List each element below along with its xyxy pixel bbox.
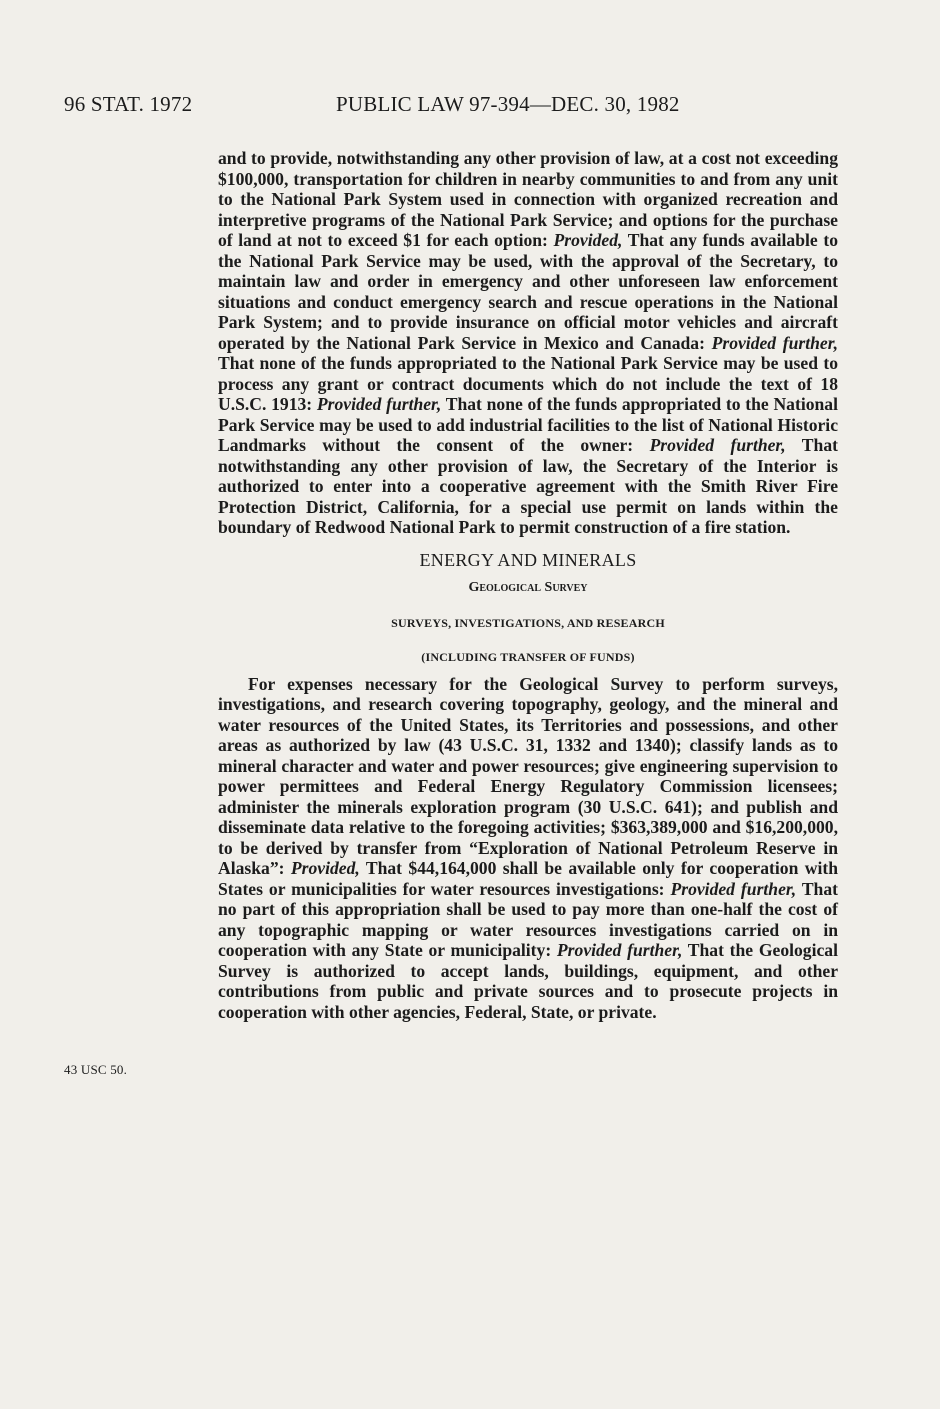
italic-proviso: Provided further, [316, 394, 442, 414]
document-body [218, 148, 838, 1022]
geological-survey-paragraph [218, 674, 838, 1023]
text-run: That the Geological Survey is authorized to accept lands, buildings, equipment, and other contributions from public and private sources and to prosecute projects in cooperation with other agencies, Federal, State, or private. [218, 940, 838, 1022]
text-run: That $44,164,000 shall be available only for cooperation with States or municipalities for water resources investigations: [218, 858, 838, 899]
text-run: and to provide, notwithstanding any other provision of law, at a cost not exceeding $100,000, transportation for children in nearby communities to and from any unit to the National Park System used in connection with organized recreation and interpretive programs of the National Park Service; and options for the purchase of land at not to exceed $1 for each option: [218, 148, 838, 250]
text-run: That none of the funds appropriated to the National Park Service may be used to process any grant or contract documents which do not include the text of 18 U.S.C. 1913: [218, 353, 838, 414]
text-run: That notwithstanding any other provision of law, the Secretary of the Interior is authorized to enter into a cooperative agreement with the Smith River Fire Protection District, California, for a special use permit on lands within the boundary of Redwood National Park to permit construction of a fire station. [218, 435, 838, 537]
subheading-transfer: (INCLUDING TRANSFER OF FUNDS) [421, 650, 635, 664]
margin-citation: 43 USC 50. [64, 1062, 128, 1077]
section-heading-energy: ENERGY AND MINERALS [419, 549, 637, 570]
statute-page-number: 96 STAT. 1972 [64, 92, 193, 116]
text-run: For expenses necessary for the Geological Survey to perform surveys, investigations, and research covering topography, geology, and the mineral and water resources of the United States, its Territories and possessions, and other areas as authorized by law (43 U.S.C. 31, 1332 and 1340); classify lands as to mineral character and water and power resources; give engineering supervision to power permittees and Federal Energy Regulatory Commission licensees; administer the minerals exploration program (30 U.S.C. 641); and publish and disseminate data relative to the foregoing activities; $363,389,000 and $16,200,000, to be derived by transfer from “Exploration of National Petroleum Reserve in Alaska”: [218, 673, 838, 878]
text-run: That any funds available to the National Park Service may be used, with the approval of the Secretary, to maintain law and order in emergency and other unforeseen law enforcement situations and conduct emergency search and rescue operations in the National Park System; and to provide insurance on official motor vehicles and aircraft operated by the National Park Service in Mexico and Canada: [218, 230, 838, 353]
italic-proviso: Provided further, [711, 332, 838, 353]
italic-proviso: Provided further, [649, 435, 786, 455]
italic-proviso: Provided further, [556, 940, 683, 960]
page-header [64, 92, 724, 122]
subheading-surveys: SURVEYS, INVESTIGATIONS, AND RESEARCH [391, 615, 665, 630]
continuation-paragraph [218, 148, 838, 538]
text-run: That none of the funds appropriated to the National Park Service may be used to add industrial facilities to the list of National Historic Landmarks without the consent of the owner: [218, 394, 838, 455]
italic-proviso: Provided, [290, 858, 360, 878]
text-run: That no part of this appropriation shall be used to pay more than one-half the cost of any topographic mapping or water resources investigations carried on in cooperation with any State or municipality: [218, 878, 838, 960]
subheading-geological-survey: Geological Survey [468, 580, 588, 595]
public-law-title: PUBLIC LAW 97-394—DEC. 30, 1982 [336, 92, 680, 116]
italic-proviso: Provided, [553, 230, 623, 250]
italic-proviso: Provided further, [670, 878, 797, 899]
